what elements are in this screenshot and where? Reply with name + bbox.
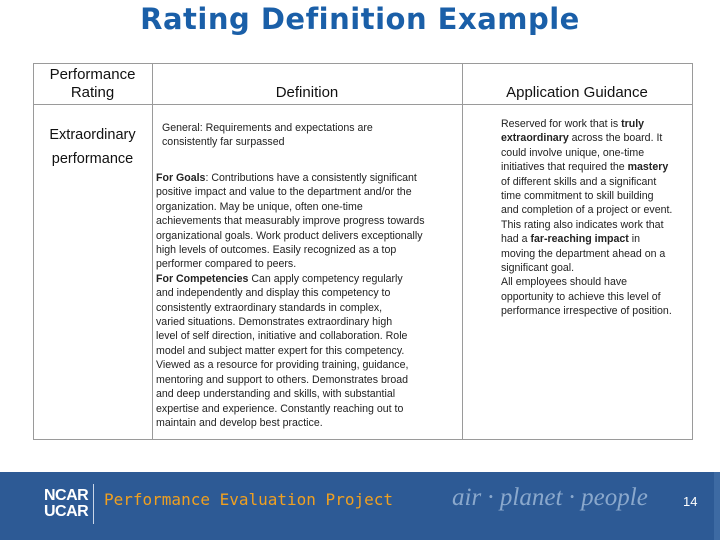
rating-cell — [33, 123, 152, 171]
footer-band — [0, 472, 720, 540]
goals-line: organizational goals. Work product delivers exceptionally — [156, 229, 423, 242]
logo-line-ncar: NCAR — [44, 487, 89, 504]
tagline: air · planet · people — [452, 484, 648, 511]
table-bottom-border — [33, 439, 693, 440]
table-right-border — [692, 63, 693, 440]
header-rating-line-2: Rating — [70, 84, 115, 101]
guidance-text: in — [628, 233, 640, 246]
guidance-line: could involve unique, one-time — [501, 146, 645, 159]
goals-line: organization. May be unique, often one-time — [156, 200, 363, 213]
goals-first-text: : Contributions have a consistently significant — [205, 172, 417, 184]
goals-line: performer compared to peers. — [156, 258, 297, 271]
competencies-line: mentoring and support to others. Demonstrates broad — [156, 373, 409, 386]
guidance-cell — [501, 117, 672, 319]
header-performance-rating — [33, 66, 152, 102]
definition-general-line: General: Requirements and expectations are — [162, 122, 373, 134]
goals-line: high levels of outcomes. Easily recognized as a top — [156, 244, 397, 257]
rating-table — [33, 63, 693, 440]
guidance-bold: extraordinary — [501, 132, 569, 145]
definition-details — [156, 171, 425, 430]
header-definition: Definition — [275, 84, 339, 101]
competencies-line: model and subject matter expert for this competency. — [156, 344, 405, 357]
guidance-line — [501, 117, 672, 131]
guidance-text: across the board. It — [568, 132, 663, 145]
header-application-guidance: Application Guidance — [506, 84, 648, 101]
table-left-border — [33, 63, 34, 440]
guidance-line — [501, 131, 672, 145]
competencies-line: and deep understanding and skills, with substantial — [156, 388, 396, 401]
guidance-line: moving the department ahead on a — [501, 247, 666, 260]
logo-divider — [93, 484, 94, 524]
guidance-line: performance irrespective of position. — [501, 305, 672, 318]
competencies-line: expertise and experience. Constantly reaching out to — [156, 402, 404, 415]
logo-line-ucar: UCAR — [44, 503, 89, 520]
goals-first-line — [156, 171, 425, 185]
guidance-text: initiatives that required the — [501, 161, 628, 174]
competencies-line: maintain and develop best practice. — [156, 416, 323, 429]
guidance-text: had a — [501, 233, 531, 246]
project-name: Performance Evaluation Project — [104, 490, 393, 509]
guidance-line: significant goal. — [501, 262, 575, 275]
competencies-line: Viewed as a resource for providing training, guidance, — [156, 359, 409, 372]
competencies-label: For Competencies — [156, 272, 249, 285]
competencies-line: varied situations. Demonstrates extraordinary high — [156, 316, 393, 329]
guidance-line: opportunity to achieve this level of — [501, 290, 661, 303]
page-number: 14 — [683, 494, 698, 509]
goals-line: positive impact and value to the department and/or the — [156, 186, 412, 199]
guidance-line — [501, 232, 672, 246]
goals-label: For Goals — [156, 172, 206, 184]
guidance-text: Reserved for work that is — [501, 118, 622, 130]
guidance-bold: mastery — [627, 161, 669, 174]
guidance-line — [501, 160, 672, 174]
header-bottom-border — [33, 104, 693, 105]
definition-general — [162, 121, 373, 150]
slide-title: Rating Definition Example — [140, 2, 580, 36]
guidance-bold: far-reaching impact — [530, 233, 629, 246]
competencies-first-line — [156, 272, 425, 286]
competencies-first-text: Can apply competency regularly — [248, 272, 403, 285]
column-divider-1 — [152, 63, 153, 440]
table-top-border — [33, 63, 693, 64]
competencies-line: consistently extraordinary standards in complex, — [156, 301, 383, 314]
guidance-line: time commitment to skill building — [501, 190, 654, 203]
competencies-line: and independently and display this competency to — [156, 287, 391, 300]
guidance-line: and completion of a project or event. — [501, 204, 673, 217]
footer-edge-accent — [714, 472, 720, 540]
definition-general-line: consistently far surpassed — [162, 136, 285, 149]
rating-line-2: performance — [51, 151, 134, 167]
guidance-line: of different skills and a significant — [501, 175, 657, 188]
goals-line: achievements that measurably improve progress towards — [156, 215, 425, 228]
ncar-ucar-logo — [44, 488, 88, 520]
column-divider-2 — [462, 63, 463, 440]
guidance-bold: truly — [621, 118, 645, 130]
guidance-line: All employees should have — [501, 276, 628, 289]
competencies-line: level of self direction, initiative and collaboration. Role — [156, 330, 408, 343]
rating-line-1: Extraordinary — [49, 127, 136, 143]
header-rating-line-1: Performance — [49, 66, 136, 83]
guidance-line: This rating also indicates work that — [501, 218, 664, 231]
